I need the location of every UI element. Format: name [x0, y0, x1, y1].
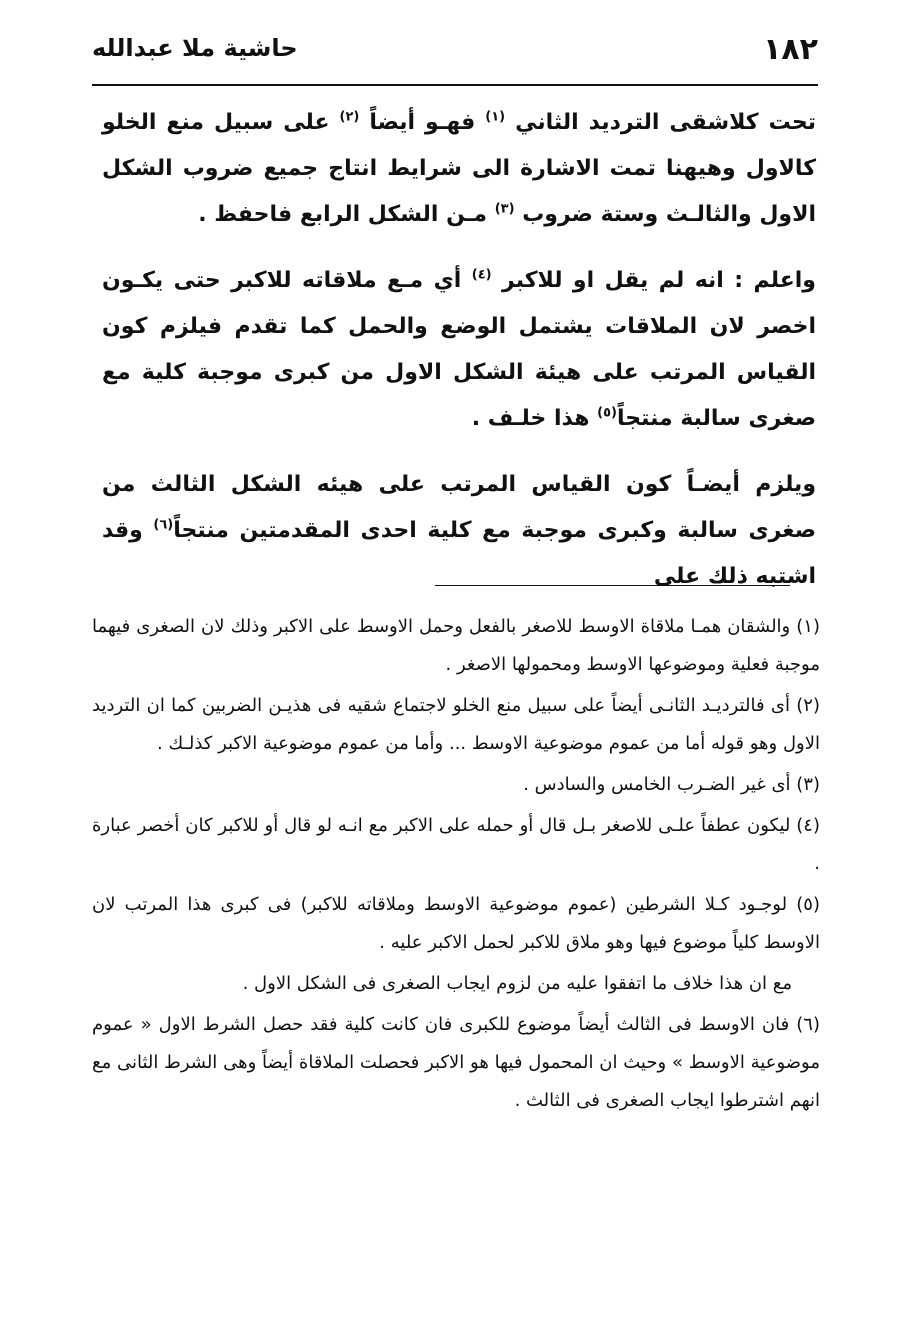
footnote: (٢) أى فالترديـد الثانـى أيضاً على سبيل منع الخلو لاجتماع شقيه فى هذيـن الضربين كما ان الترديد الاول وهو قوله أما من عموم موضوعية الاوسط ... وأما من عموم موضوعية الاكبر كذلـك . — [92, 695, 820, 754]
footnote-reference: (٣) — [494, 201, 515, 217]
body-paragraph — [102, 258, 816, 442]
body-paragraph — [102, 462, 816, 600]
page-number: ١٨٢ — [763, 32, 818, 67]
footnote: (٥) لوجـود كـلا الشرطين (عموم موضوعية الاوسط وملاقاته للاكبر) فى كبرى هذا المرتب لان الاوسط كلياً موضوع فيها وهو ملاق للاكبر لحمل الاكبر عليه . — [92, 894, 820, 953]
body-text-segment: فهـو أيضاً — [359, 110, 486, 135]
body-paragraph — [102, 100, 816, 238]
footnote: (٦) فان الاوسط فى الثالث أيضاً موضوع للكبرى فان كانت كلية فقد حصل الشرط الاول « عموم موضوعية الاوسط » وحيث ان المحمول فيها هو الاكبر فحصلت الملاقاة أيضاً وهى الشرط الثانى مع انهم اشترطوا ايجاب الصغرى فى الثالث . — [92, 1014, 820, 1111]
footnote-reference: (١) — [485, 109, 506, 125]
footnote-reference: (٢) — [339, 109, 360, 125]
footnote-separator — [435, 585, 790, 586]
footnote: مع ان هذا خلاف ما اتفقوا عليه من لزوم ايجاب الصغرى فى الشكل الاول . — [242, 973, 792, 994]
footnotes — [92, 608, 820, 1123]
body-text-segment: أي مـع ملاقاته للاكبر حتى يكـون اخصر لان الملاقات يشتمل الوضع والحمل كما تقدم فيلزم كون القياس المرتب على هيئة الشكل الاول من كبرى موجبة كلية مع صغرى سالبة منتجاً — [102, 268, 816, 431]
footnote: (٤) ليكون عطفاً علـى للاصغر بـل قال أو حمله على الاكبر مع انـه لو قال أو للاكبر كان أخصر عبارة . — [92, 815, 820, 874]
body-text-segment: ويلزم أيضـاً كون القياس المرتب على هيئه الشكل الثالث من صغرى سالبة وكبرى موجبة مع كلية احدى المقدمتين منتجاً — [102, 472, 816, 543]
footnote-reference: (٦) — [153, 517, 174, 533]
body-text-segment: وقد اشتبه ذلك على — [102, 518, 816, 589]
footnote-reference: (٤) — [471, 267, 492, 283]
running-title: حاشية ملا عبدالله — [92, 34, 298, 62]
page-header — [92, 28, 818, 86]
body-text-segment: على سبيل منع الخلو كالاول وهيهنا تمت الاشارة الى شرايط انتاج جميع ضروب الشكل الاول والثالـث وستة ضروب — [102, 110, 816, 227]
body-text-segment: مـن الشكل الرابع فاحفظ . — [198, 202, 495, 227]
body-text-segment: هذا خلـف . — [471, 406, 598, 431]
body-text-segment: واعلم : انه لم يقل او للاكبر — [491, 268, 816, 293]
body-text-segment: تحت كلاشقى الترديد الثاني — [505, 110, 816, 135]
main-text — [102, 100, 816, 620]
footnote: (١) والشقان همـا ملاقاة الاوسط للاصغر بالفعل وحمل الاوسط على الاكبر وذلك لان الصغرى فيهما موجبة فعلية وموضوعها الاوسط ومحمولها الاصغر . — [92, 616, 820, 675]
footnote: (٣) أى غير الضـرب الخامس والسادس . — [523, 774, 820, 795]
footnote-reference: (٥) — [597, 405, 617, 421]
